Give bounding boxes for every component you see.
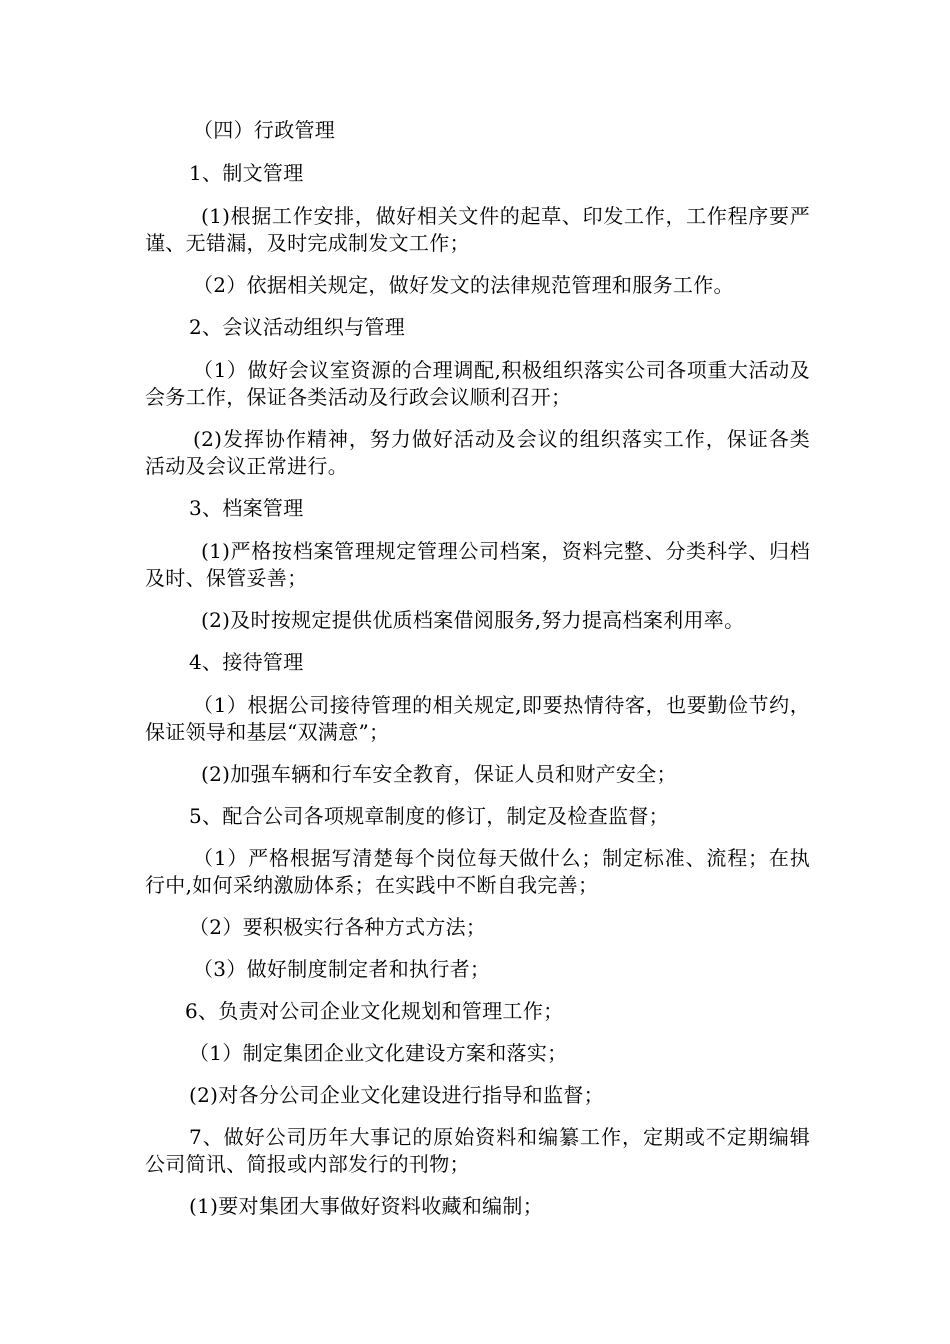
- subsection-heading: 5、配合公司各项规章制度的修订，制定及检查监督；: [189, 804, 669, 828]
- list-item: (2)加强车辆和行车安全教育，保证人员和财产安全；: [201, 762, 677, 786]
- section-heading: （四）行政管理: [193, 118, 336, 142]
- list-item: （1）做好会议室资源的合理调配,积极组织落实公司各项重大活动及会务工作，保证各类活动及行政会议顺利召开；: [145, 358, 810, 409]
- document-body: [145, 117, 810, 1235]
- subsection-heading: 2、会议活动组织与管理: [189, 315, 406, 339]
- list-item: （2）依据相关规定，做好发文的法律规范管理和服务工作。: [193, 273, 734, 297]
- subsection-heading: 3、档案管理: [189, 496, 304, 520]
- list-item: (2)对各分公司企业文化建设进行指导和监督；: [189, 1083, 604, 1107]
- list-item: （1）根据公司接待管理的相关规定,即要热情待客，也要勤俭节约，保证领导和基层“双满意”；: [145, 693, 810, 744]
- list-item: （1）严格根据写清楚每个岗位每天做什么；制定标准、流程；在执行中,如何采纳激励体系；在实践中不断自我完善；: [145, 846, 810, 897]
- subsection-heading: 7、做好公司历年大事记的原始资料和编纂工作，定期或不定期编辑公司简讯、简报或内部发行的刊物；: [145, 1125, 810, 1176]
- subsection-heading: 1、制文管理: [189, 161, 304, 185]
- list-item: （2）要积极实行各种方式方法；: [189, 915, 487, 939]
- list-item: (1)要对集团大事做好资料收藏和编制；: [189, 1194, 544, 1218]
- list-item: (2)发挥协作精神，努力做好活动及会议的组织落实工作，保证各类活动及会议正常进行。: [145, 427, 810, 478]
- list-item: （3）做好制度制定者和执行者；: [193, 957, 491, 981]
- subsection-heading: 4、接待管理: [189, 650, 304, 674]
- subsection-heading: 6、负责对公司企业文化规划和管理工作；: [185, 999, 564, 1023]
- list-item: (1)严格按档案管理规定管理公司档案，资料完整、分类科学、归档及时、保管妥善；: [145, 539, 810, 590]
- list-item: (2)及时按规定提供优质档案借阅服务,努力提高档案利用率。: [201, 608, 745, 632]
- list-item: (1)根据工作安排，做好相关文件的起草、印发工作，工作程序要严谨、无错漏，及时完成制发文工作；: [145, 204, 810, 255]
- list-item: （1）制定集团企业文化建设方案和落实；: [189, 1041, 568, 1065]
